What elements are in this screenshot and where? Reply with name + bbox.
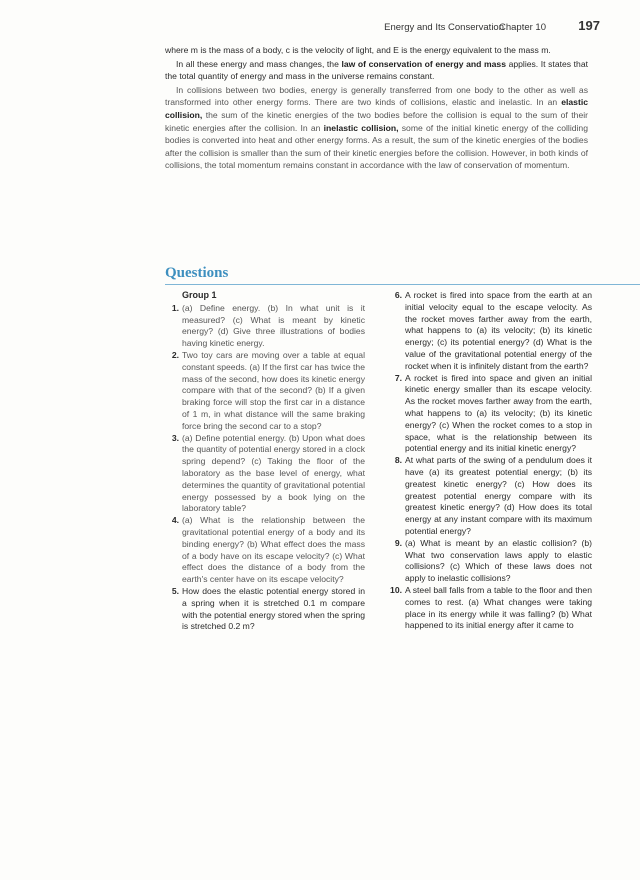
question-8: 8. At what parts of the swing of a pendulum does it have (a) its greatest potential energy; (b) its greatest kinetic energy? (c) How does its greatest potential energy compare with its greatest kinetic energy? (d) How does its total energy at any instant compare with its maximum potential energy?	[394, 455, 592, 536]
paragraph-1: where m is the mass of a body, c is the velocity of light, and E is the energy equivalent to the mass m.	[165, 45, 551, 55]
question-6: 6. A rocket is fired into space from the earth at an initial velocity equal to the escape velocity. As the rocket moves farther away from the earth, what happens to (a) its velocity; (b) its kinetic energy; (c) its potential energy? (d) What is the value of the gravitational potential energy of the rocket when it is infinitely distant from the earth?	[394, 290, 592, 371]
question-9: 9. (a) What is meant by an elastic collision? (b) What two conservation laws apply to elastic collisions? (c) Which of these laws does not apply to inelastic collisions?	[394, 537, 592, 584]
questions-heading: Questions	[165, 265, 229, 281]
question-5: 5. How does the elastic potential energy stored in a spring when it is stretched 0.1 m compare with the potential energy stored when the spring is stretched 0.2 m?	[171, 585, 365, 632]
chapter-label: Chapter 10	[498, 22, 546, 33]
body-text	[165, 44, 588, 173]
term-elastic-collision: elastic collision,	[165, 97, 588, 120]
running-header	[160, 18, 600, 36]
question-7: 7. A rocket is fired into space and given an initial kinetic energy smaller than its escape velocity. As the rocket moves farther away from the earth, what happens to (a) its velocity; (b) its kinetic energy? (c) When the rocket comes to a stop in space, what is the relationship between its potential energy and its initial kinetic energy?	[394, 372, 592, 454]
group-label: Group 1	[182, 290, 217, 300]
questions-left-column	[165, 290, 365, 633]
term-conservation-energy-mass: law of conservation of energy and mass	[341, 58, 506, 69]
question-4: 4. (a) What is the relationship between the gravitational potential energy of a body and its binding energy? (b) What effect does the mass of a body have on its escape velocity? (c) What effect does the distance of a body from the earth's center have on its escape velocity?	[171, 515, 365, 585]
page-number: 197	[578, 18, 600, 33]
paragraph-3: In collisions between two bodies, energy is generally transferred from one body to the other as well as transformed into other energy forms. There are two kinds of collisions, elastic and inelastic. In an elastic collision, the sum of the kinetic energies of the two bodies before the collision is equal to the sum of their kinetic energies after the collision. In an inelastic collision, some of the initial kinetic energy of the colliding bodies is converted into heat and other energy forms. As a result, the sum of the kinetic energies of the bodies after the collision is smaller than the sum of their kinetic energies before the collision. However, in both kinds of collisions, the total momentum remains constant in accordance with the law of conservation of momentum.	[165, 84, 588, 171]
paragraph-2: In all these energy and mass changes, the law of conservation of energy and mass applies. It states that the total quantity of energy and mass in the universe remains constant.	[165, 58, 588, 82]
question-3: 3. (a) Define potential energy. (b) Upon what does the quantity of potential energy stored in a clock spring depend? (c) Taking the floor of the laboratory as the base level of energy, what determines the quantity of gravitational potential energy possessed by a book lying on the laboratory table?	[171, 432, 365, 514]
running-title: Energy and Its Conservation	[384, 22, 504, 33]
question-1: 1. (a) Define energy. (b) In what unit is it measured? (c) What is meant by kinetic energy? (d) Give three illustrations of bodies having kinetic energy.	[171, 302, 365, 349]
question-10: 10. A steel ball falls from a table to the floor and then comes to rest. (a) What changes were taking place in its energy while it was falling? (b) What happened to its initial energy after it came to	[390, 584, 592, 631]
term-inelastic-collision: inelastic collision,	[323, 122, 399, 133]
heading-rule	[165, 284, 640, 285]
question-2: 2. Two toy cars are moving over a table at equal constant speeds. (a) If the first car has twice the mass of the second, how does its kinetic energy compare with that of the second? (b) If a given braking force will stop the first car in a distance of 1 m, in what distance will the same braking force bring the second car to a stop?	[171, 349, 365, 431]
questions-right-column	[388, 290, 592, 632]
